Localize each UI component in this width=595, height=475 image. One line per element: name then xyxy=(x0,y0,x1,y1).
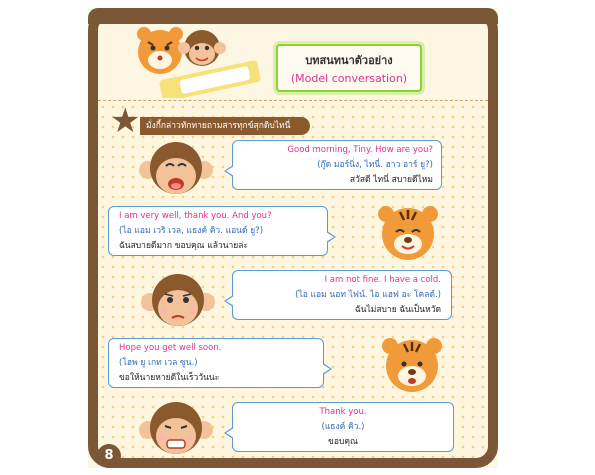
monkey-sick-icon xyxy=(138,270,218,332)
speech-bubble-tiger-1 xyxy=(108,206,328,256)
dialogue-english: Thank you. xyxy=(319,407,367,417)
dialogue-romanization: (โฮพ ยู เกท เวล ซูน.) xyxy=(119,358,198,368)
tiger-worried-icon xyxy=(380,334,444,396)
speech-bubble-monkey-3 xyxy=(232,402,454,452)
title-english: (Model conversation) xyxy=(290,72,408,85)
tiger-smiling-icon xyxy=(376,202,440,262)
monkey-grinning-icon xyxy=(136,398,216,460)
speech-bubble-tiger-2 xyxy=(108,338,324,388)
star-icon: ★ xyxy=(110,101,141,141)
running-title: สนทนาภาษาอังกฤษระดับประถม xyxy=(100,12,184,19)
dialogue-thai: ฉันสบายดีมาก ขอบคุณ แล้วนายล่ะ xyxy=(119,241,249,251)
tiger-and-monkey-illustration xyxy=(120,18,270,98)
speech-bubble-monkey-2 xyxy=(232,270,452,320)
dialogue-english: I am not fine. I have a cold. xyxy=(324,275,441,285)
instruction-banner: มั่งกี้กล่าวทักทายถามสารทุกข์สุกดิบไทนี่ xyxy=(140,117,310,135)
dialogue-thai: ขอให้นายหายดีในเร็ววันนะ xyxy=(119,373,220,383)
dialogue-thai: ฉันไม่สบาย ฉันเป็นหวัด xyxy=(354,305,441,315)
speech-bubble-monkey-1 xyxy=(232,140,442,190)
dialogue-romanization: (แธงค์ คิว.) xyxy=(321,422,365,432)
page-number: 8 xyxy=(97,444,121,468)
lesson-title-box xyxy=(276,44,422,92)
dialogue-romanization: (ไอ แอม เวริ เวล, แธงค์ คิว. แอนด์ ยู?) xyxy=(119,226,264,236)
title-thai: บทสนทนาตัวอย่าง xyxy=(305,54,393,67)
dialogue-english: Hope you get well soon. xyxy=(119,343,222,353)
dialogue-romanization: (ไอ แอม นอท ไฟน์. ไอ แฮฟ อะ โคลด์.) xyxy=(295,290,441,300)
dialogue-english: I am very well, thank you. And you? xyxy=(119,211,272,221)
dialogue-romanization: (กู๊ด มอร์นิ่ง, ไทนี่. ฮาว อาร์ ยู?) xyxy=(317,160,433,170)
divider xyxy=(98,100,488,101)
monkey-laughing-icon xyxy=(136,140,216,200)
dialogue-thai: สวัสดี ไทนี่ สบายดีไหม xyxy=(349,175,433,185)
dialogue-thai: ขอบคุณ xyxy=(328,437,358,447)
dialogue-english: Good morning, Tiny. How are you? xyxy=(287,145,433,155)
